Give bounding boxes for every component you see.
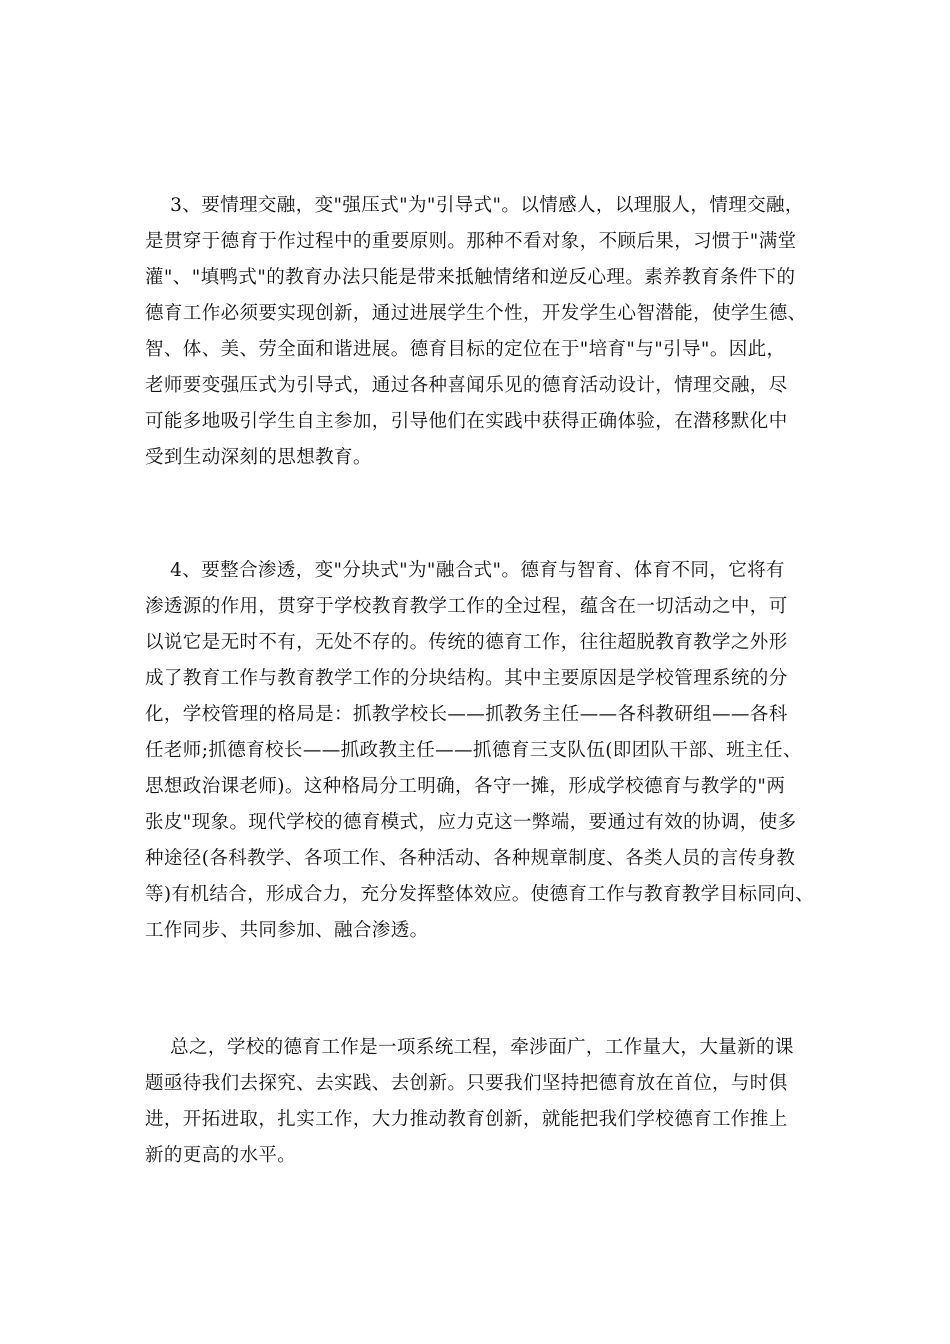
text-line: 受到生动深刻的思想教育。 — [145, 447, 372, 468]
text-line: 老师要变强压式为引导式，通过各种喜闻乐见的德育活动设计，情理交融，尽 — [145, 375, 788, 396]
text-line: 是贯穿于德育于作过程中的重要原则。那种不看对象，不顾后果，习惯于"满堂 — [145, 231, 797, 252]
paragraph-4-integration — [145, 553, 825, 949]
text-line: 成了教育工作与教育教学工作的分块结构。其中主要原因是学校管理系统的分 — [145, 668, 788, 689]
paragraph-conclusion — [145, 1030, 825, 1174]
paragraph-3-emotion-reason — [145, 188, 825, 476]
text-line: 智、体、美、劳全面和谐进展。德育目标的定位在于"培育"与"引导"。因此， — [145, 339, 786, 360]
text-line: 总之，学校的德育工作是一项系统工程，牵涉面广，工作量大，大量新的课 — [145, 1037, 794, 1058]
text-line: 化，学校管理的格局是：抓教学校长——抓教务主任——各科教研组——各科 — [145, 704, 788, 725]
text-line: 4、要整合渗透，变"分块式"为"融合式"。德育与智育、体育不同，它将有 — [145, 560, 785, 581]
text-line: 种途径(各科教学、各项工作、各种活动、各种规章制度、各类人员的言传身教 — [145, 848, 796, 869]
text-line: 可能多地吸引学生自主参加，引导他们在实践中获得正确体验，在潜移默化中 — [145, 411, 788, 432]
text-line: 等)有机结合，形成合力，充分发挥整体效应。使德育工作与教育教学目标同向、 — [145, 884, 815, 905]
text-line: 灌"、"填鸭式"的教育办法只能是带来抵触情绪和逆反心理。素养教育条件下的 — [145, 267, 796, 288]
text-line: 新的更高的水平。 — [145, 1145, 297, 1166]
text-line: 工作同步、共同参加、融合渗透。 — [145, 920, 429, 941]
text-line: 任老师;抓德育校长——抓政教主任——抓德育三支队伍(即团队干部、班主任、 — [145, 740, 802, 761]
text-line: 题亟待我们去探究、去实践、去创新。只要我们坚持把德育放在首位，与时俱 — [145, 1073, 788, 1094]
text-line: 以说它是无时不有，无处不存的。传统的德育工作，往往超脱教育教学之外形 — [145, 632, 788, 653]
text-line: 德育工作必须要实现创新，通过进展学生个性，开发学生心智潜能，使学生德、 — [145, 303, 807, 324]
text-line: 渗透源的作用，贯穿于学校教育教学工作的全过程，蕴含在一切活动之中，可 — [145, 596, 788, 617]
text-line: 3、要情理交融，变"强压式"为"引导式"。以情感人，以理服人，情理交融， — [145, 195, 804, 216]
text-line: 思想政治课老师)。这种格局分工明确，各守一摊，形成学校德育与教学的"两 — [145, 776, 786, 797]
text-line: 张皮"现象。现代学校的德育模式，应力克这一弊端，要通过有效的协调，使多 — [145, 812, 797, 833]
text-line: 进，开拓进取，扎实工作，大力推动教育创新，就能把我们学校德育工作推上 — [145, 1109, 788, 1130]
